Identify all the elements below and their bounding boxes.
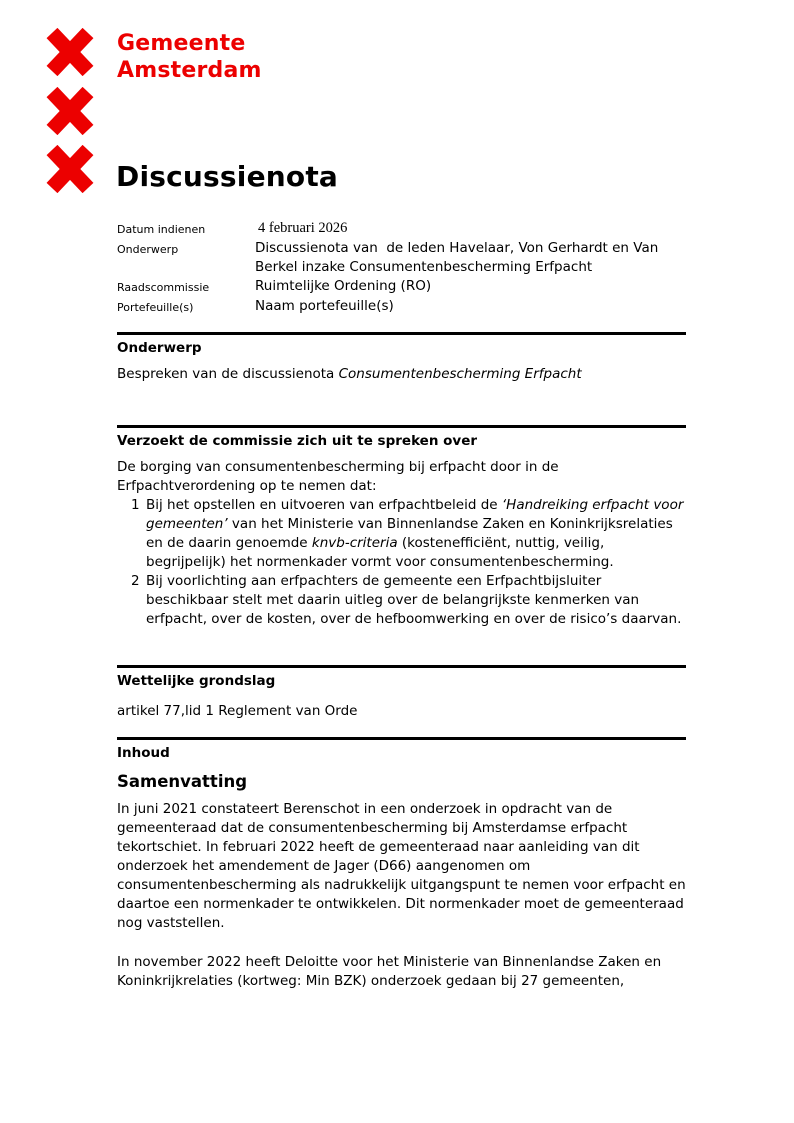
list-item-text xyxy=(146,496,686,572)
subsection-heading-samenvatting: Samenvatting xyxy=(117,772,248,791)
meta-label: Datum indienen xyxy=(117,223,206,236)
meta-value: Ruimtelijke Ordening (RO) xyxy=(255,278,432,294)
section-heading-verzoek: Verzoekt de commissie zich uit te spreken over xyxy=(117,433,478,449)
section-heading-onderwerp: Onderwerp xyxy=(117,340,202,356)
section-divider xyxy=(117,737,686,740)
list-item-text xyxy=(146,572,686,629)
text-run-italic: knvb-criteria xyxy=(311,535,398,551)
text-run: Bespreken van de discussienota xyxy=(117,366,339,382)
onderwerp-text xyxy=(117,365,686,384)
document-body xyxy=(117,219,686,991)
meta-row-onderwerp xyxy=(117,239,686,277)
text-run-italic: ‘Handreiking erfpacht voor gemeenten’ xyxy=(146,497,684,532)
summary-paragraph: In november 2022 heeft Deloitte voor het Ministerie van Binnenlandse Zaken en Koninkrijkrelaties (kortweg: Min BZK) onderzoek gedaan bij 27 gemeenten, xyxy=(117,954,662,989)
brand-line-2: Amsterdam xyxy=(117,58,262,83)
meta-value: Discussienota van de leden Havelaar, Von Gerhardt en Van Berkel inzake Consumentenbescherming Erfpacht xyxy=(255,240,663,275)
summary-paragraph: In juni 2021 constateert Berenschot in een onderzoek in opdracht van de gemeenteraad dat de consumentenbescherming bij Amsterdamse erfpacht tekortschiet. In februari 2022 heeft de gemeenteraad naar aanleiding van dit onderzoek het amendement de Jager (D66) aangenomen om consumentenbescherming als nadrukkelijk uitgangspunt te nemen voor erfpacht en daartoe een normenkader te ontwikkelen. Dit normenkader moet de gemeenteraad nog vaststellen. xyxy=(117,801,686,931)
grondslag-text: artikel 77,lid 1 Reglement van Orde xyxy=(117,703,358,719)
meta-label: Portefeuille(s) xyxy=(117,301,194,314)
list-item xyxy=(131,572,686,629)
meta-row-raadscommissie xyxy=(117,277,686,297)
list-item-number: 1 xyxy=(131,497,140,513)
meta-label: Onderwerp xyxy=(117,243,179,256)
meta-row-datum xyxy=(117,219,686,239)
meta-value: Naam portefeuille(s) xyxy=(255,298,394,314)
section-divider xyxy=(117,425,686,428)
section-heading-inhoud: Inhoud xyxy=(117,745,170,761)
list-item xyxy=(131,496,686,572)
meta-label: Raadscommissie xyxy=(117,281,210,294)
brand-line-1: Gemeente xyxy=(117,31,246,56)
text-run: Bij het opstellen en uitvoeren van erfpachtbeleid de xyxy=(146,497,502,513)
meta-table xyxy=(117,219,686,317)
text-run: van het Ministerie van Binnenlandse Zaken en Koninkrijksrelaties en de daarin genoemde xyxy=(146,516,673,551)
document-title: Discussienota xyxy=(116,160,339,193)
verzoek-intro: De borging van consumentenbescherming bij erfpacht door in de Erfpachtverordening op te nemen dat: xyxy=(117,459,559,494)
section-divider xyxy=(117,332,686,335)
list-item-number: 2 xyxy=(131,573,140,589)
amsterdam-x-icon xyxy=(45,28,95,76)
text-run: (kostenefficiënt, nuttig, veilig, begrijpelijk) het normenkader vormt voor consumentenbescherming. xyxy=(146,535,614,570)
amsterdam-x-icon xyxy=(45,87,95,135)
amsterdam-x-icon xyxy=(45,145,95,193)
brand-wordmark xyxy=(117,30,262,84)
verzoek-list xyxy=(117,496,686,629)
text-run-italic: Consumentenbescherming Erfpacht xyxy=(338,366,582,382)
meta-value: 4 februari 2026 xyxy=(258,220,348,236)
section-heading-grondslag: Wettelijke grondslag xyxy=(117,673,276,689)
section-divider xyxy=(117,665,686,668)
meta-row-portefeuille xyxy=(117,297,686,317)
text-run: Bij voorlichting aan erfpachters de gemeente een Erfpachtbijsluiter beschikbaar stelt met daarin uitleg over de belangrijkste kenmerken van erfpacht, over de kosten, over de hefboomwerking en over de risico’s daarvan. xyxy=(146,573,682,627)
